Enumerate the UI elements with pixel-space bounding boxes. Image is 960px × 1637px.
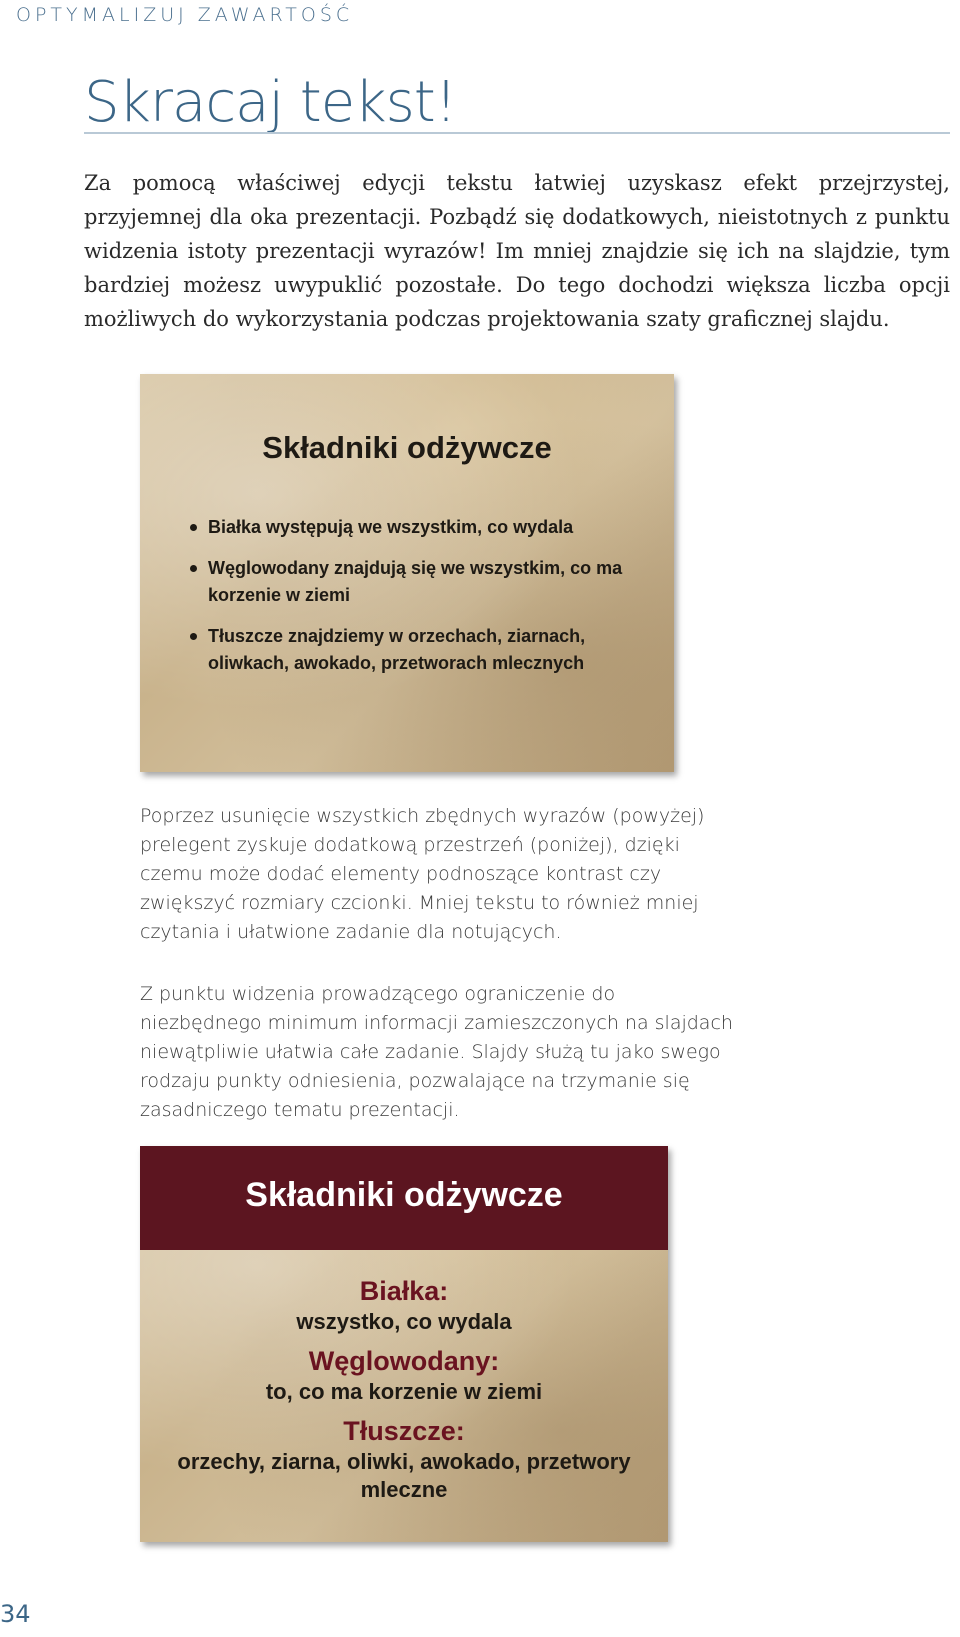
group-body: orzechy, ziarna, oliwki, awokado, przetwory mleczne <box>177 1449 631 1502</box>
nutrient-group <box>140 1344 668 1406</box>
bullet-dot-icon <box>190 524 197 531</box>
group-body: wszystko, co wydala <box>296 1309 512 1334</box>
intro-paragraph: Za pomocą właściwej edycji tekstu łatwiej uzyskasz efekt przejrzystej, przyjemnej dla oka prezentacji. Pozbądź się dodatkowych, nieistotnych z punktu widzenia istoty prezentacji wyrazów! Im mniej znajdzie się ich na slajdzie, tym bardziej możesz uwypuklić pozostałe. Do tego dochodzi większa liczba opcji możliwych do wykorzystania podczas projektowania szaty graficznej slajdu. <box>84 171 950 331</box>
nutrient-group <box>140 1414 668 1504</box>
slide-before-title: Składniki odżywcze <box>262 430 552 465</box>
caption-paragraph-2: Z punktu widzenia prowadzącego ograniczenie do niezbędnego minimum informacji zamieszczonych na slajdach niewątpliwie ułatwia całe zadanie. Slajdy służą tu jako swego rodzaju punkty odniesienia, pozwalające na trzymanie się zasadniczego tematu prezentacji. <box>140 983 733 1121</box>
bullet-text: Tłuszcze znajdziemy w orzechach, ziarnach, oliwkach, awokado, przetworach mlecznych <box>208 626 586 673</box>
group-body: to, co ma korzenie w ziemi <box>265 1379 543 1404</box>
slide-after-image <box>140 1146 668 1542</box>
bullet-item <box>190 623 644 677</box>
slide-before-bullets <box>190 514 644 691</box>
bullet-item <box>190 514 644 541</box>
group-heading: Białka: <box>359 1276 449 1306</box>
section-label: OPTYMALIZUJ ZAWARTOŚĆ <box>16 4 354 26</box>
bullet-dot-icon <box>190 633 197 640</box>
group-heading: Węglowodany: <box>308 1346 500 1376</box>
bullet-text: Białka występują we wszystkim, co wydala <box>208 517 574 537</box>
page-title: Skracaj tekst! <box>84 70 457 135</box>
caption-paragraph-1: Poprzez usunięcie wszystkich zbędnych wyrazów (powyżej) prelegent zyskuje dodatkową przestrzeń (poniżej), dzięki czemu może dodać elementy podnoszące kontrast czy zwiększyć rozmiary czcionki. Mniej tekstu to również mniej czytania i ułatwione zadanie dla notujących. <box>140 805 705 943</box>
slide-after-groups <box>140 1274 668 1512</box>
slide-after-title: Składniki odżywcze <box>245 1176 563 1214</box>
title-divider <box>84 132 950 134</box>
slide-after-header-band <box>140 1146 668 1250</box>
nutrient-group <box>140 1274 668 1336</box>
group-heading: Tłuszcze: <box>343 1416 465 1446</box>
slide-before-image <box>140 374 674 772</box>
bullet-dot-icon <box>190 565 197 572</box>
bullet-text: Węglowodany znajdują się we wszystkim, co ma korzenie w ziemi <box>208 558 623 605</box>
bullet-item <box>190 555 644 609</box>
page-number: 34 <box>0 1600 31 1628</box>
